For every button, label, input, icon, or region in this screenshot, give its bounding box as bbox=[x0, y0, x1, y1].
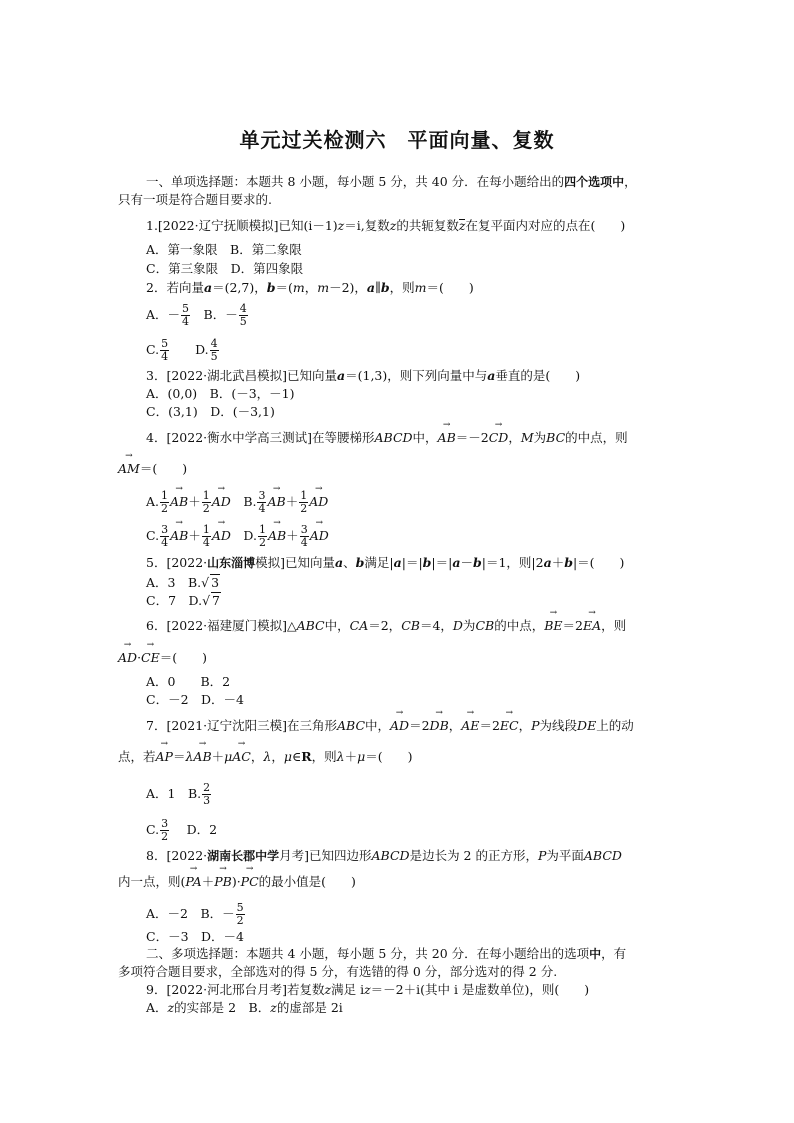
vector-ae: → AE bbox=[461, 718, 479, 734]
question-7-stem-line2 bbox=[118, 749, 678, 765]
option-a: A． bbox=[146, 1000, 168, 1015]
vector-ab: → AB bbox=[438, 430, 456, 446]
text: 为线段 bbox=[539, 718, 578, 733]
vec-a: a bbox=[452, 555, 461, 570]
text: ， bbox=[271, 749, 284, 764]
vec-a: a bbox=[203, 280, 213, 295]
text: 为平面 bbox=[546, 848, 584, 863]
option-a-b: A．－2 B．－ bbox=[146, 906, 235, 921]
text: 5．[2022· bbox=[146, 555, 208, 570]
numerator: 3 bbox=[258, 489, 266, 502]
text: |＝| bbox=[431, 555, 453, 570]
vector-ad: → AD bbox=[309, 494, 328, 510]
text: )· bbox=[231, 874, 241, 889]
text: ，则 bbox=[389, 280, 415, 295]
vec-b: b bbox=[422, 555, 432, 570]
fraction bbox=[299, 490, 308, 515]
numerator: 1 bbox=[258, 523, 266, 536]
text: ＝－2＋i(其中 i 是虚数单位)，则( ) bbox=[370, 982, 590, 997]
heading-bold: 中 bbox=[589, 947, 602, 961]
denominator: 4 bbox=[161, 536, 169, 549]
var-de: DE bbox=[577, 718, 597, 733]
text: ， bbox=[508, 430, 521, 445]
var-z: z bbox=[270, 1000, 277, 1015]
question-5-options-row1 bbox=[146, 574, 706, 591]
heading-text: ， bbox=[624, 174, 637, 189]
denominator: 2 bbox=[202, 502, 210, 515]
vector-ab: → AB bbox=[268, 528, 286, 544]
text: 内一点，则( bbox=[118, 874, 186, 889]
var-m: m bbox=[317, 280, 330, 295]
option-d: D. bbox=[230, 528, 257, 543]
vector-pb: → PB bbox=[214, 874, 232, 890]
numerator: 1 bbox=[202, 523, 210, 536]
numerator: 1 bbox=[300, 489, 308, 502]
vec-b: b bbox=[355, 555, 365, 570]
text: ， bbox=[448, 718, 462, 733]
bold-location: 山东淄博 bbox=[207, 556, 256, 570]
vec-a: a bbox=[337, 368, 346, 383]
text: 模拟]已知向量 bbox=[255, 555, 336, 570]
numerator: 4 bbox=[210, 337, 218, 350]
plus: ＋ bbox=[188, 528, 201, 543]
numerator: 2 bbox=[203, 781, 211, 794]
text: 1.[2022·辽宁抚顺模拟]已知(i－1) bbox=[146, 218, 338, 233]
option-b: B．－ bbox=[191, 307, 238, 322]
vector-ad: → AD bbox=[118, 650, 137, 666]
vector-ea: → EA bbox=[583, 618, 601, 634]
section-multi-heading-line2: 多项符合题目要求，全部选对的得 5 分，有选错的得 0 分，部分选对的得 2 分. bbox=[118, 964, 558, 979]
text: 垂直的是( ) bbox=[495, 368, 581, 383]
text: ＝( bbox=[275, 280, 293, 295]
section-single-heading bbox=[146, 174, 706, 190]
var-mu: μ bbox=[224, 749, 233, 764]
vec-a: a bbox=[335, 555, 344, 570]
vector-ab: → AB bbox=[170, 494, 188, 510]
sqrt-symbol: √ bbox=[202, 593, 211, 608]
vector-pa: → PA bbox=[185, 874, 201, 890]
denominator: 4 bbox=[300, 536, 308, 549]
fraction bbox=[236, 902, 245, 927]
text: ＝( ) bbox=[139, 461, 188, 476]
var-mu: μ bbox=[283, 749, 292, 764]
var-p: P bbox=[531, 718, 540, 733]
text: ＝(1,3)，则下列向量中与 bbox=[345, 368, 488, 383]
option-c: C. bbox=[146, 822, 160, 837]
section-multi-heading bbox=[146, 946, 706, 962]
question-7-options-row2 bbox=[146, 818, 706, 843]
text: |＝1，则|2 bbox=[481, 555, 544, 570]
question-3-options-row2: C．(3,1) D．(－3,1) bbox=[146, 404, 275, 419]
dot: · bbox=[137, 650, 142, 665]
var-m: m bbox=[414, 280, 427, 295]
option-a-text: 的实部是 2 B． bbox=[174, 1000, 271, 1015]
text: ＝2 bbox=[409, 718, 430, 733]
question-8-stem-line2 bbox=[118, 874, 678, 890]
equals: ＝ bbox=[172, 749, 186, 764]
text: ＝( ) bbox=[426, 280, 474, 295]
denominator: 2 bbox=[236, 914, 244, 927]
denominator: 2 bbox=[161, 502, 169, 515]
text: ＝2 bbox=[479, 718, 500, 733]
question-4-options-row2 bbox=[146, 524, 706, 549]
text: 2．若向量 bbox=[146, 280, 204, 295]
text: 的共轭复数 bbox=[396, 218, 459, 233]
option-a: A．－ bbox=[146, 307, 181, 322]
text: ＝( ) bbox=[365, 749, 413, 764]
text: 上的动 bbox=[596, 718, 634, 733]
var-d: D bbox=[452, 618, 463, 633]
text: ， bbox=[518, 718, 532, 733]
var-ca: CA bbox=[349, 618, 369, 633]
vector-cd: → CD bbox=[489, 430, 509, 446]
fraction bbox=[160, 490, 169, 515]
denominator: 4 bbox=[202, 536, 210, 549]
var-abcd: ABCD bbox=[371, 848, 410, 863]
question-7-stem bbox=[146, 718, 706, 734]
vec-a: a bbox=[543, 555, 552, 570]
question-9-options-row1 bbox=[146, 1000, 706, 1016]
var-lambda: λ bbox=[185, 749, 194, 764]
text: ， bbox=[304, 280, 318, 295]
text: ，则 bbox=[311, 749, 337, 764]
denominator: 4 bbox=[182, 315, 190, 328]
text: 中， bbox=[412, 430, 438, 445]
text: ， bbox=[250, 749, 264, 764]
var-z: z bbox=[167, 1000, 175, 1015]
text: ＝2 bbox=[562, 618, 583, 633]
text: 8．[2022· bbox=[146, 848, 208, 863]
var-m: m bbox=[292, 280, 305, 295]
question-3-stem bbox=[146, 368, 706, 384]
text: ＝2， bbox=[368, 618, 402, 633]
var-cb: CB bbox=[475, 618, 495, 633]
question-5-options-row2 bbox=[146, 592, 706, 609]
question-6-options-row1: A．0 B．2 bbox=[146, 674, 231, 689]
conjugate-z: z bbox=[458, 218, 466, 233]
text: 月考]已知四边形 bbox=[279, 848, 372, 863]
var-abcd: ABCD bbox=[583, 848, 622, 863]
fraction bbox=[239, 303, 248, 328]
var-z: z bbox=[337, 218, 345, 233]
text: 4．[2022·衡水中学高三测试]在等腰梯形 bbox=[146, 430, 375, 445]
question-4-stem bbox=[146, 430, 706, 446]
text: 在复平面内对应的点在( ) bbox=[465, 218, 626, 233]
text: |＝( ) bbox=[572, 555, 625, 570]
text: ＋ bbox=[551, 555, 565, 570]
fraction bbox=[202, 490, 211, 515]
vector-ad: → AD bbox=[212, 494, 231, 510]
fraction bbox=[202, 782, 211, 807]
vector-pc: → PC bbox=[241, 874, 259, 890]
text: －2)， bbox=[329, 280, 367, 295]
fraction bbox=[160, 818, 169, 843]
question-1-options-row2: C．第三象限 D．第四象限 bbox=[146, 261, 304, 276]
section-single-heading-line2: 只有一项是符合题目要求的. bbox=[118, 192, 272, 207]
option-a-b: A．1 B. bbox=[146, 786, 202, 801]
parallel-symbol: ∥ bbox=[375, 280, 381, 295]
vector-db: → DB bbox=[430, 718, 449, 734]
question-6-options-row2: C．－2 D．－4 bbox=[146, 692, 244, 707]
var-bc: BC bbox=[546, 430, 566, 445]
text: ＝4， bbox=[419, 618, 453, 633]
question-6-stem bbox=[146, 618, 706, 634]
fraction bbox=[160, 524, 169, 549]
vector-am: → AM bbox=[118, 461, 140, 477]
option-b: B. bbox=[230, 494, 257, 509]
vector-ab: → AB bbox=[267, 494, 285, 510]
element-of: ∈ bbox=[291, 749, 302, 764]
question-9-stem bbox=[146, 982, 706, 998]
denominator: 3 bbox=[203, 794, 211, 807]
question-6-stem-line2 bbox=[118, 650, 678, 666]
vector-be: → BE bbox=[544, 618, 562, 634]
numerator: 1 bbox=[161, 489, 169, 502]
text: ＝i,复数 bbox=[344, 218, 390, 233]
question-5-stem bbox=[146, 555, 706, 571]
text: 为 bbox=[462, 618, 476, 633]
sqrt-symbol: √ bbox=[201, 575, 210, 590]
numerator: 1 bbox=[202, 489, 210, 502]
var-cb: CB bbox=[401, 618, 420, 633]
var-z: z bbox=[389, 218, 397, 233]
vector-ab: → AB bbox=[193, 749, 211, 765]
page-title: 单元过关检测六 平面向量、复数 bbox=[239, 128, 555, 152]
numerator: 4 bbox=[239, 302, 247, 315]
vector-ad: → AD bbox=[212, 528, 231, 544]
var-abc: ABC bbox=[296, 618, 325, 633]
text: 点，若 bbox=[118, 749, 156, 764]
denominator: 4 bbox=[258, 502, 266, 515]
question-8-options-row1 bbox=[146, 902, 706, 927]
vec-a: a bbox=[393, 555, 402, 570]
bold-location: 湖南长郡中学 bbox=[207, 849, 280, 863]
option-a-b: A．3 B. bbox=[146, 575, 202, 590]
vector-ap: → AP bbox=[156, 749, 173, 765]
denominator: 5 bbox=[210, 350, 218, 363]
var-lambda: λ bbox=[263, 749, 272, 764]
text: 中， bbox=[365, 718, 391, 733]
fraction bbox=[300, 524, 309, 549]
vector-ac: → AC bbox=[232, 749, 251, 765]
text: ＝(2,7)， bbox=[212, 280, 267, 295]
denominator: 2 bbox=[300, 502, 308, 515]
text: 的最小值是( ) bbox=[258, 874, 356, 889]
text: － bbox=[460, 555, 473, 570]
radicand: 3 bbox=[211, 575, 220, 590]
real-set: R bbox=[301, 749, 312, 764]
text: 是边长为 2 的正方形， bbox=[409, 848, 538, 863]
denominator: 2 bbox=[161, 830, 169, 843]
question-2-options-row2 bbox=[146, 338, 706, 363]
question-1-stem bbox=[146, 218, 706, 234]
option-d: D．2 bbox=[170, 822, 218, 837]
text: 6．[2022·福建厦门模拟]△ bbox=[146, 618, 297, 633]
denominator: 4 bbox=[161, 350, 169, 363]
vector-ce: → CE bbox=[141, 650, 160, 666]
var-p: P bbox=[537, 848, 547, 863]
fraction bbox=[210, 338, 219, 363]
vector-ad: → AD bbox=[310, 528, 329, 544]
var-abc: ABC bbox=[337, 718, 366, 733]
vec-b: b bbox=[266, 280, 276, 295]
plus: ＋ bbox=[211, 749, 225, 764]
numerator: 5 bbox=[161, 337, 169, 350]
question-8-stem bbox=[146, 848, 706, 864]
question-3-options-row1: A．(0,0) B．(－3，－1) bbox=[146, 386, 295, 401]
text: 的中点， bbox=[494, 618, 545, 633]
question-7-options-row1 bbox=[146, 782, 706, 807]
denominator: 5 bbox=[239, 315, 247, 328]
fraction bbox=[181, 303, 190, 328]
question-4-stem-line2 bbox=[118, 461, 678, 477]
text: |＝| bbox=[401, 555, 423, 570]
var-lambda: λ bbox=[336, 749, 345, 764]
text: ，则 bbox=[601, 618, 627, 633]
vec-a: a bbox=[366, 280, 376, 295]
text: 、 bbox=[343, 555, 356, 570]
var-mu: μ bbox=[357, 749, 366, 764]
option-c-d: C．7 D. bbox=[146, 593, 203, 608]
vec-b: b bbox=[380, 280, 390, 295]
heading-text: 二、多项选择题：本题共 4 小题，每小题 5 分，共 20 分．在每小题给出的选项 bbox=[146, 946, 590, 961]
question-8-options-row2: C．－3 D．－4 bbox=[146, 929, 244, 944]
question-4-options-row1 bbox=[146, 490, 706, 515]
text: 9．[2022·河北邢台月考]若复数 bbox=[146, 982, 325, 997]
plus: ＋ bbox=[344, 749, 358, 764]
option-b-text: 的虚部是 2i bbox=[276, 1000, 343, 1015]
denominator: 2 bbox=[258, 536, 266, 549]
vector-ec: → EC bbox=[500, 718, 519, 734]
text: 满足| bbox=[364, 555, 394, 570]
vec-a: a bbox=[487, 368, 496, 383]
vec-b: b bbox=[472, 555, 482, 570]
fraction bbox=[258, 524, 267, 549]
var-abcd: ABCD bbox=[374, 430, 413, 445]
text: 的中点，则 bbox=[565, 430, 628, 445]
vector-ab: → AB bbox=[170, 528, 188, 544]
numerator: 3 bbox=[300, 523, 308, 536]
fraction bbox=[160, 338, 169, 363]
question-2-options-row1 bbox=[146, 303, 706, 328]
option-d: D. bbox=[170, 342, 209, 357]
var-m: M bbox=[520, 430, 534, 445]
plus: ＋ bbox=[286, 528, 299, 543]
var-z: z bbox=[324, 982, 332, 997]
radicand: 7 bbox=[212, 593, 220, 608]
numerator: 5 bbox=[182, 302, 190, 315]
plus: ＋ bbox=[285, 494, 299, 509]
question-2-stem bbox=[146, 280, 706, 296]
heading-text: 一、单项选择题：本题共 8 小题，每小题 5 分，共 40 分．在每小题给出的 bbox=[146, 174, 565, 189]
text: 7．[2021·辽宁沈阳三模]在三角形 bbox=[146, 718, 337, 733]
heading-bold: 四个选项中 bbox=[564, 175, 625, 189]
text: ＝－2 bbox=[455, 430, 489, 445]
numerator: 5 bbox=[236, 901, 244, 914]
text: 满足 i bbox=[331, 982, 365, 997]
text: 3．[2022·湖北武昌模拟]已知向量 bbox=[146, 368, 337, 383]
heading-text: ，有 bbox=[601, 946, 627, 961]
option-c: C. bbox=[146, 342, 160, 357]
vector-ad: → AD bbox=[390, 718, 409, 734]
fraction bbox=[202, 524, 211, 549]
option-c: C. bbox=[146, 528, 160, 543]
var-z: z bbox=[364, 982, 371, 997]
text: ＝( ) bbox=[159, 650, 208, 665]
plus: ＋ bbox=[201, 874, 215, 889]
option-a: A. bbox=[146, 494, 160, 509]
vec-b: b bbox=[564, 555, 573, 570]
plus: ＋ bbox=[188, 494, 201, 509]
fraction bbox=[257, 490, 266, 515]
text: 中， bbox=[324, 618, 350, 633]
question-1-options-row1: A．第一象限 B．第二象限 bbox=[146, 242, 302, 257]
numerator: 3 bbox=[161, 523, 169, 536]
numerator: 3 bbox=[161, 817, 169, 830]
text: 为 bbox=[533, 430, 547, 445]
